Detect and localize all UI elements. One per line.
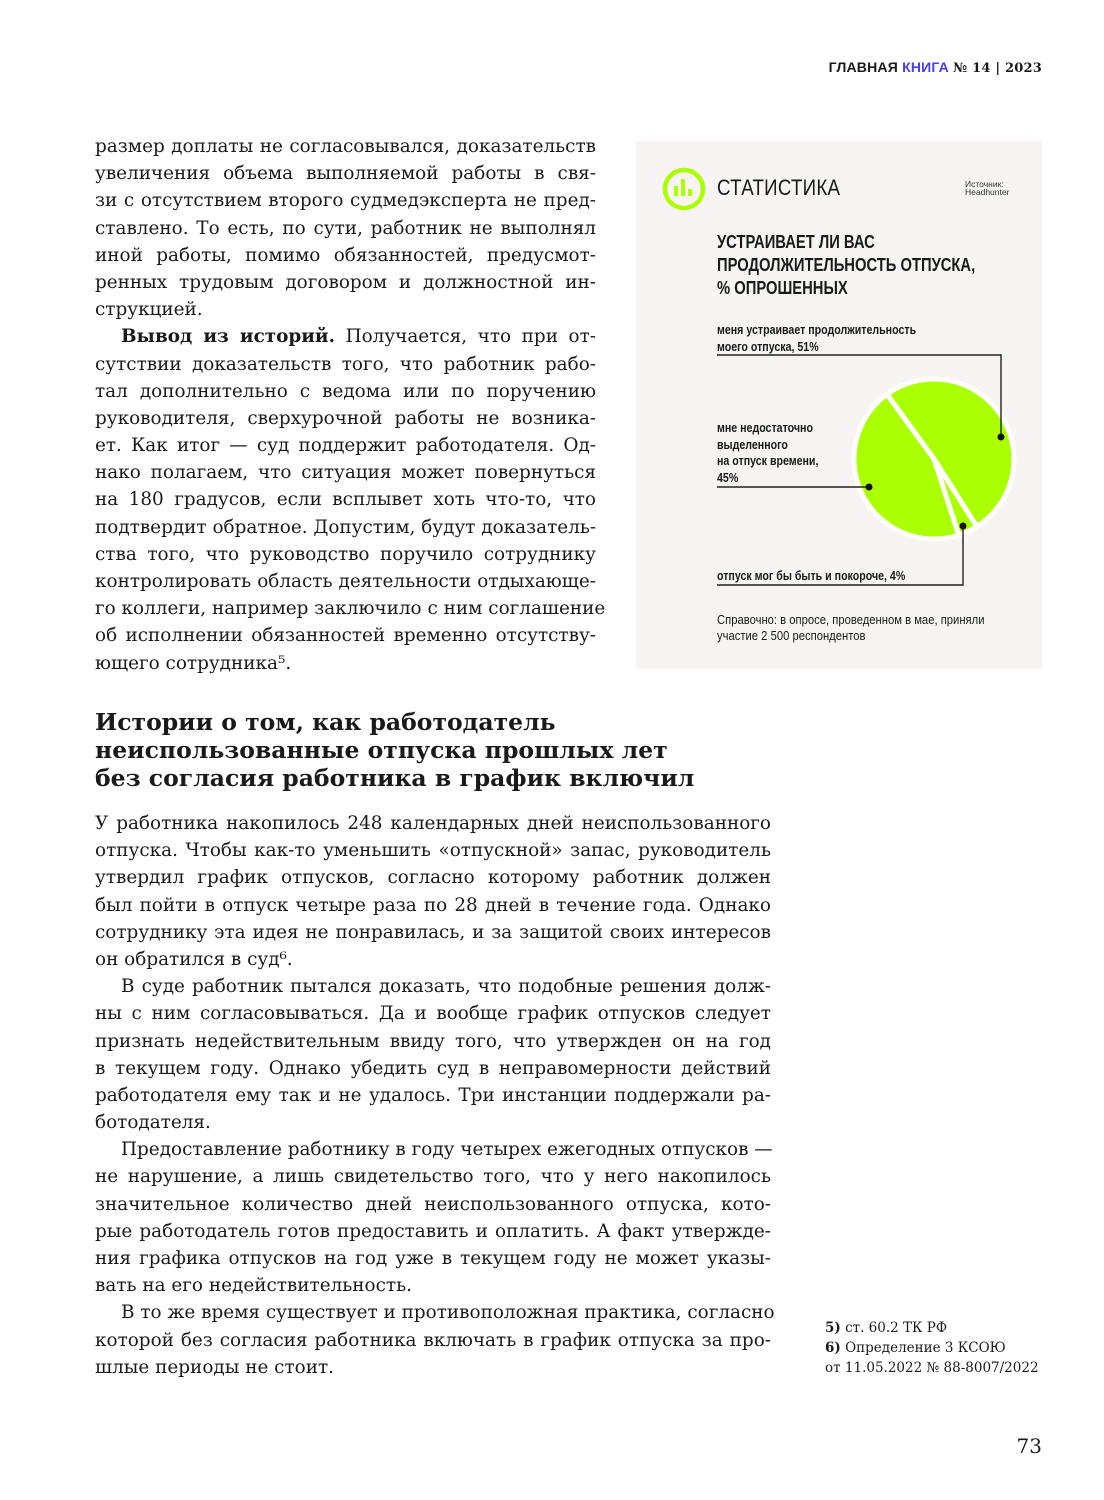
text-line: отпуска. Чтобы как-то уменьшить «отпускной» запас, руководитель [95,840,771,862]
heading-line: без согласия работника в график включил [95,764,695,792]
section-heading [95,708,715,792]
text-line: ренных трудовым договором и должностной ин- [95,271,596,293]
text-line: ботодателя. [95,1112,211,1134]
text-line: У работника накопилось 248 календарных дней неиспользованного [95,813,771,834]
heading-line: неиспользованные отпуска прошлых лет [95,736,668,764]
pie-label-shorter: отпуск мог бы быть и покороче, 4% [717,569,906,583]
pie-marker [960,523,967,530]
text-line: струкцией. [95,299,203,321]
bar-chart-icon [665,170,703,208]
source-label: Источник: Headhunter [965,179,1010,197]
text-line: руководителя, сверхурочной работы не возника- [95,407,596,429]
text-line: подтвердит обратное. Допустим, будут доказатель- [95,516,597,538]
footnote-6: 6) Определение 3 КСОЮ [825,1340,1006,1356]
text-line: не нарушение, а лишь свидетельство того, что у него накопилось [95,1166,771,1188]
text-line: утвердил график отпусков, согласно которому работник должен [95,867,771,889]
text-line: размер доплаты не согласовывался, доказательств [95,136,596,157]
text-line: В то же время существует и противоположная практика, согласно [121,1302,775,1324]
text-line: увеличения объема выполняемой работы в свя- [95,163,596,185]
text-line: рые работодатель готов предоставить и оплатить. А факт утвержде- [95,1220,771,1242]
survey-note: Справочно: в опросе, проведенном в мае, приняли участие 2 500 респондентов [717,613,985,643]
text-line: работодателя ему так и не удалось. Три инстанции поддержали ра- [95,1084,771,1106]
text-line: зи с отсутствием второго судмедэксперта не пред- [95,190,596,212]
article-column-top [95,133,606,677]
text-line: тал дополнительно с ведома или по поручению [95,380,596,402]
text-line: сотруднику эта идея не понравилась, и за защитой своих интересов [95,921,771,943]
text-line: сутствии доказательств того, что работник рабо- [95,353,596,375]
chart-title: УСТРАИВАЕТ ЛИ ВАС ПРОДОЛЖИТЕЛЬНОСТЬ ОТПУСКА, % ОПРОШЕННЫХ [717,232,976,298]
text-line: которой без согласия работника включать в график отпуска за про- [95,1329,771,1351]
text-line: шлые периоды не стоит. [95,1356,335,1378]
text-line: ны с ним согласовываться. Да и вообще график отпусков следует [95,1003,771,1025]
text-line: иной работы, помимо обязанностей, предусмот- [95,244,596,266]
text-line: он обратился в суд⁶. [95,948,293,970]
text-line: контролировать область деятельности отдыхающе- [95,571,596,592]
text-line: вать на его недействительность. [95,1275,412,1297]
footnote-5: 5) ст. 60.2 ТК РФ [825,1320,948,1336]
paragraph-lead: Вывод из историй. [121,326,335,348]
text-line: ющего сотрудника⁵. [95,652,292,674]
text-line: ства того, что руководство поручило сотруднику [95,543,596,565]
page-number: 73 [1016,1434,1042,1458]
issue-number: № 14 | 2023 [953,61,1042,76]
brand-name-accent: КНИГА [902,59,949,75]
text-line: го коллеги, например заключило с ним соглашение [95,598,606,620]
text-line: нако полагаем, что ситуация может повернуться [95,462,596,484]
pie-marker [866,484,873,491]
text-line: был пойти в отпуск четыре раза по 28 дней в течение года. Однако [95,894,771,916]
stat-title: СТАТИСТИКА [717,175,841,200]
text-span: Получается, что при от- [334,326,596,348]
text-line: об исполнении обязанностей временно отсутству- [95,625,596,647]
text-line: ния графика отпусков на год уже в текущем году не может указы- [95,1248,771,1269]
footnote-6-cont: от 11.05.2022 № 88-8007/2022 [825,1360,1039,1376]
text-line: признать недействительным ввиду того, что утвержден он на год [95,1030,771,1052]
text-line [95,323,596,350]
pie-marker [998,434,1005,441]
text-line: Предоставление работнику в году четырех ежегодных отпусков — [121,1139,773,1161]
statistics-box [636,141,1042,669]
text-line: ет. Как итог — суд поддержит работодателя. Од- [95,435,596,457]
text-line: значительное количество дней неиспользованного отпуска, кото- [95,1193,771,1215]
pie-label-insufficient: мне недостаточно выделенного на отпуск времени, 45% [717,421,819,485]
text-line: на 180 градусов, если всплывет хоть что-то, что [95,489,596,511]
text-line: ставлено. То есть, по сути, работник не выполнял [95,217,596,239]
pie-label-satisfied: меня устраивает продолжительность моего отпуска, 51% [717,323,917,354]
masthead [829,59,1042,76]
text-line: В суде работник пытался доказать, что подобные решения долж- [121,976,771,998]
pie-chart [636,141,1042,669]
heading-line: Истории о том, как работодатель [95,708,556,736]
brand-name: ГЛАВНАЯ [828,59,898,75]
text-line: в текущем году. Однако убедить суд в неправомерности действий [95,1057,771,1079]
footnotes [825,1318,1039,1378]
article-column-bottom [95,810,775,1381]
